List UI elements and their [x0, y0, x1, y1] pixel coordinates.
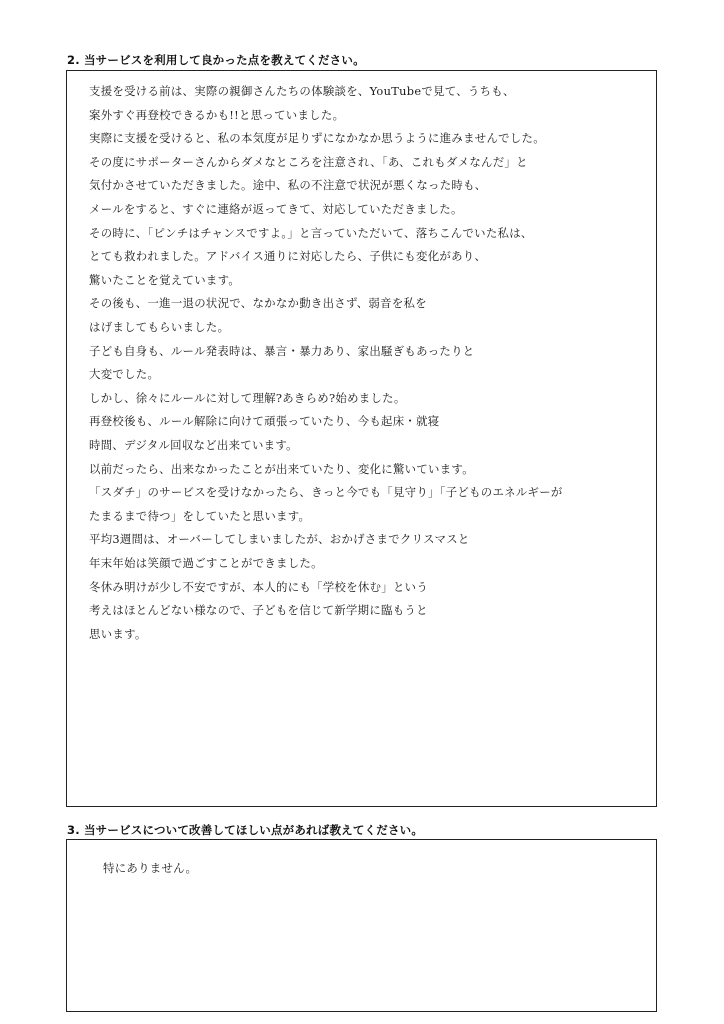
handwritten-line: メールをすると、すぐに連絡が返ってきて、対応していただきました。 — [89, 202, 463, 216]
handwritten-line: 平均3週間は、オーバーしてしまいましたが、おかげさまでクリスマスと — [89, 532, 470, 547]
question-2-heading: 2. 当サービスを利用して良かった点を教えてください。 — [67, 53, 365, 67]
handwritten-line: 大変でした。 — [89, 367, 160, 382]
handwritten-line: 実際に支援を受けると、私の本気度が足りずになかなか思うように進みませんでした。 — [89, 131, 545, 146]
handwritten-line: 子ども自身も、ルール発表時は、暴言・暴力あり、家出騒ぎもあったりと — [89, 343, 475, 358]
handwritten-line: その後も、一進一退の状況で、なかなか動き出さず、弱音を私を — [89, 296, 427, 311]
handwritten-line: 時間、デジタル回収など出来ています。 — [89, 438, 298, 452]
handwritten-line: とても救われました。アドバイス通りに対応したら、子供にも変化があり、 — [89, 249, 487, 264]
handwritten-line: 考えはほとんどない様なので、子どもを信じて新学期に臨もうと — [89, 603, 428, 618]
handwritten-line: 案外すぐ再登校できるかも!!と思っていました。 — [89, 107, 345, 122]
handwritten-line: その時に、「ピンチはチャンスですよ。」と言っていただいて、落ちこんでいた私は、 — [89, 225, 533, 240]
handwritten-line: 驚いたことを覚えています。 — [89, 272, 241, 287]
question-3-answer-box — [66, 839, 657, 1012]
handwritten-line: 以前だったら、出来なかったことが出来ていたり、変化に驚いています。 — [89, 461, 474, 476]
handwritten-line: 年末年始は笑顔で過ごすことができました。 — [89, 556, 323, 570]
handwritten-line: 支援を受ける前は、実際の親御さんたちの体験談を、YouTubeで見て、うちも、 — [89, 84, 515, 98]
handwritten-line: 冬休み明けが少し不安ですが、本人的にも「学校を休む」という — [89, 579, 429, 594]
handwritten-line: 再登校後も、ルール解除に向けて頑張っていたり、今も起床・就寝 — [89, 414, 440, 429]
handwritten-line: 思います。 — [89, 626, 147, 641]
question-3-heading: 3. 当サービスについて改善してほしい点があれば教えてください。 — [67, 823, 424, 837]
question-2-answer-box — [66, 70, 657, 807]
handwritten-line: 特にありません。 — [103, 861, 198, 875]
handwritten-line: その度にサポーターさんからダメなところを注意され、「あ、これもダメなんだ」と — [89, 154, 528, 169]
handwritten-line: はげましてもらいました。 — [89, 320, 230, 334]
handwritten-line: たまるまで待つ」をしていたと思います。 — [89, 508, 311, 523]
handwritten-line: 気付かさせていただきました。途中、私の不注意で状況が悪くなった時も、 — [89, 178, 487, 193]
handwritten-line: 「スダチ」のサービスを受けなかったら、きっと今でも「見守り」「子どものエネルギーが — [89, 485, 563, 500]
handwritten-line: しかし、徐々にルールに対して理解?あきらめ?始めました。 — [89, 390, 406, 405]
